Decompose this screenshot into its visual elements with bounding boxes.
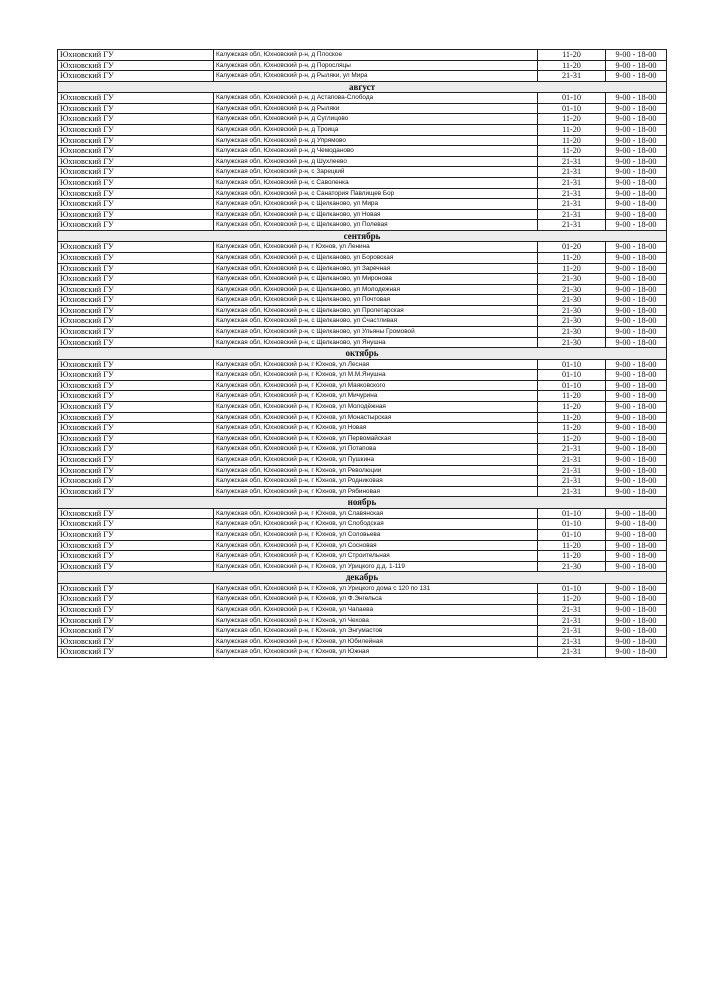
- hours-cell: 9-00 - 18-00: [606, 263, 667, 274]
- table-row: [58, 508, 667, 519]
- org-cell: Юхновский ГУ: [58, 647, 214, 658]
- table-row: [58, 647, 667, 658]
- table-row: [58, 177, 667, 188]
- hours-cell: 9-00 - 18-00: [606, 583, 667, 594]
- address-cell: Калужская обл, Юхновский р-н, г Юхнов, ул М.М.Янушна: [214, 370, 538, 381]
- period-cell: 21-31: [538, 220, 606, 231]
- month-header: август: [58, 81, 667, 92]
- hours-cell: 9-00 - 18-00: [606, 114, 667, 125]
- table-row: [58, 274, 667, 285]
- address-cell: Калужская обл, Юхновский р-н, с Щелканово, ул Почтовая: [214, 295, 538, 306]
- org-cell: Юхновский ГУ: [58, 626, 214, 637]
- period-cell: 11-20: [538, 551, 606, 562]
- hours-cell: 9-00 - 18-00: [606, 220, 667, 231]
- hours-cell: 9-00 - 18-00: [606, 423, 667, 434]
- address-cell: Калужская обл, Юхновский р-н, д Рыляки: [214, 103, 538, 114]
- org-cell: Юхновский ГУ: [58, 242, 214, 253]
- address-cell: Калужская обл, Юхновский р-н, с Щелканово, ул Пролетарская: [214, 305, 538, 316]
- org-cell: Юхновский ГУ: [58, 412, 214, 423]
- org-cell: Юхновский ГУ: [58, 508, 214, 519]
- org-cell: Юхновский ГУ: [58, 391, 214, 402]
- hours-cell: 9-00 - 18-00: [606, 647, 667, 658]
- hours-cell: 9-00 - 18-00: [606, 529, 667, 540]
- hours-cell: 9-00 - 18-00: [606, 252, 667, 263]
- table-row: [58, 167, 667, 178]
- org-cell: Юхновский ГУ: [58, 209, 214, 220]
- org-cell: Юхновский ГУ: [58, 60, 214, 71]
- period-cell: 21-31: [538, 636, 606, 647]
- period-cell: 01-20: [538, 242, 606, 253]
- address-cell: Калужская обл, Юхновский р-н, г Юхнов, ул Южная: [214, 647, 538, 658]
- org-cell: Юхновский ГУ: [58, 337, 214, 348]
- org-cell: Юхновский ГУ: [58, 615, 214, 626]
- hours-cell: 9-00 - 18-00: [606, 359, 667, 370]
- period-cell: 01-10: [538, 519, 606, 530]
- address-cell: Калужская обл, Юхновский р-н, д Чемоданово: [214, 146, 538, 157]
- org-cell: Юхновский ГУ: [58, 327, 214, 338]
- org-cell: Юхновский ГУ: [58, 359, 214, 370]
- period-cell: 11-20: [538, 60, 606, 71]
- table-row: [58, 529, 667, 540]
- hours-cell: 9-00 - 18-00: [606, 124, 667, 135]
- address-cell: Калужская обл, Юхновский р-н, д Шухлеево: [214, 156, 538, 167]
- table-row: [58, 636, 667, 647]
- org-cell: Юхновский ГУ: [58, 423, 214, 434]
- period-cell: 01-10: [538, 583, 606, 594]
- table-row: [58, 594, 667, 605]
- period-cell: 11-20: [538, 252, 606, 263]
- address-cell: Калужская обл, Юхновский р-н, д Поросляцы: [214, 60, 538, 71]
- hours-cell: 9-00 - 18-00: [606, 93, 667, 104]
- hours-cell: 9-00 - 18-00: [606, 167, 667, 178]
- period-cell: 21-30: [538, 337, 606, 348]
- table-row: [58, 444, 667, 455]
- address-cell: Калужская обл, Юхновский р-н, г Юхнов, ул Родниковая: [214, 476, 538, 487]
- address-cell: Калужская обл, Юхновский р-н, с Щелканово, ул Боровская: [214, 252, 538, 263]
- address-cell: Калужская обл, Юхновский р-н, г Юхнов, ул Маяковского: [214, 380, 538, 391]
- hours-cell: 9-00 - 18-00: [606, 508, 667, 519]
- period-cell: 01-10: [538, 508, 606, 519]
- org-cell: Юхновский ГУ: [58, 50, 214, 61]
- period-cell: 21-31: [538, 604, 606, 615]
- period-cell: 11-20: [538, 146, 606, 157]
- hours-cell: 9-00 - 18-00: [606, 209, 667, 220]
- org-cell: Юхновский ГУ: [58, 156, 214, 167]
- org-cell: Юхновский ГУ: [58, 124, 214, 135]
- org-cell: Юхновский ГУ: [58, 486, 214, 497]
- org-cell: Юхновский ГУ: [58, 146, 214, 157]
- address-cell: Калужская обл, Юхновский р-н, д Упрямово: [214, 135, 538, 146]
- hours-cell: 9-00 - 18-00: [606, 636, 667, 647]
- hours-cell: 9-00 - 18-00: [606, 274, 667, 285]
- address-cell: Калужская обл, Юхновский р-н, д Плоское: [214, 50, 538, 61]
- org-cell: Юхновский ГУ: [58, 295, 214, 306]
- period-cell: 21-30: [538, 561, 606, 572]
- table-row: [58, 114, 667, 125]
- table-row: [58, 50, 667, 61]
- org-cell: Юхновский ГУ: [58, 220, 214, 231]
- table-row: [58, 476, 667, 487]
- address-cell: Калужская обл, Юхновский р-н, г Юхнов, ул Пушкина: [214, 455, 538, 466]
- address-cell: Калужская обл, Юхновский р-н, г Юхнов, ул Монастырская: [214, 412, 538, 423]
- table-row: [58, 423, 667, 434]
- table-row: [58, 295, 667, 306]
- table-row: [58, 252, 667, 263]
- month-header: ноябрь: [58, 497, 667, 508]
- month-header: сентябрь: [58, 230, 667, 241]
- address-cell: Калужская обл, Юхновский р-н, с Щелканово, ул Полевая: [214, 220, 538, 231]
- hours-cell: 9-00 - 18-00: [606, 135, 667, 146]
- table-row: [58, 316, 667, 327]
- period-cell: 21-31: [538, 465, 606, 476]
- hours-cell: 9-00 - 18-00: [606, 295, 667, 306]
- period-cell: 21-31: [538, 156, 606, 167]
- hours-cell: 9-00 - 18-00: [606, 284, 667, 295]
- address-cell: Калужская обл, Юхновский р-н, г Юхнов, ул Революции: [214, 465, 538, 476]
- period-cell: 21-31: [538, 455, 606, 466]
- month-header-row: [58, 572, 667, 583]
- address-cell: Калужская обл, Юхновский р-н, с Щелканово, ул Мира: [214, 199, 538, 210]
- period-cell: 21-31: [538, 188, 606, 199]
- period-cell: 21-31: [538, 71, 606, 82]
- address-cell: Калужская обл, Юхновский р-н, с Саволенка: [214, 177, 538, 188]
- period-cell: 01-10: [538, 93, 606, 104]
- address-cell: Калужская обл, Юхновский р-н, с Щелканово, ул Заречная: [214, 263, 538, 274]
- org-cell: Юхновский ГУ: [58, 519, 214, 530]
- org-cell: Юхновский ГУ: [58, 93, 214, 104]
- org-cell: Юхновский ГУ: [58, 188, 214, 199]
- org-cell: Юхновский ГУ: [58, 167, 214, 178]
- address-cell: Калужская обл, Юхновский р-н, д Астапова-Слобода: [214, 93, 538, 104]
- hours-cell: 9-00 - 18-00: [606, 337, 667, 348]
- table-row: [58, 220, 667, 231]
- hours-cell: 9-00 - 18-00: [606, 455, 667, 466]
- org-cell: Юхновский ГУ: [58, 476, 214, 487]
- address-cell: Калужская обл, Юхновский р-н, с Щелканово, ул Новая: [214, 209, 538, 220]
- hours-cell: 9-00 - 18-00: [606, 103, 667, 114]
- table-row: [58, 124, 667, 135]
- period-cell: 11-20: [538, 391, 606, 402]
- table-row: [58, 391, 667, 402]
- hours-cell: 9-00 - 18-00: [606, 540, 667, 551]
- org-cell: Юхновский ГУ: [58, 444, 214, 455]
- table-row: [58, 626, 667, 637]
- address-cell: Калужская обл, Юхновский р-н, г Юхнов, ул Сосновая: [214, 540, 538, 551]
- period-cell: 01-10: [538, 359, 606, 370]
- org-cell: Юхновский ГУ: [58, 551, 214, 562]
- org-cell: Юхновский ГУ: [58, 177, 214, 188]
- hours-cell: 9-00 - 18-00: [606, 626, 667, 637]
- hours-cell: 9-00 - 18-00: [606, 402, 667, 413]
- hours-cell: 9-00 - 18-00: [606, 391, 667, 402]
- hours-cell: 9-00 - 18-00: [606, 561, 667, 572]
- period-cell: 21-31: [538, 177, 606, 188]
- org-cell: Юхновский ГУ: [58, 594, 214, 605]
- hours-cell: 9-00 - 18-00: [606, 156, 667, 167]
- table-row: [58, 327, 667, 338]
- org-cell: Юхновский ГУ: [58, 380, 214, 391]
- table-row: [58, 284, 667, 295]
- month-header-row: [58, 348, 667, 359]
- address-cell: Калужская обл, Юхновский р-н, с Зарецкий: [214, 167, 538, 178]
- org-cell: Юхновский ГУ: [58, 135, 214, 146]
- schedule-sheet: [57, 49, 666, 658]
- hours-cell: 9-00 - 18-00: [606, 316, 667, 327]
- org-cell: Юхновский ГУ: [58, 402, 214, 413]
- address-cell: Калужская обл, Юхновский р-н, г Юхнов, ул Потапова: [214, 444, 538, 455]
- address-cell: Калужская обл, Юхновский р-н, г Юхнов, ул Ленина: [214, 242, 538, 253]
- period-cell: 11-20: [538, 423, 606, 434]
- org-cell: Юхновский ГУ: [58, 433, 214, 444]
- table-row: [58, 337, 667, 348]
- hours-cell: 9-00 - 18-00: [606, 146, 667, 157]
- address-cell: Калужская обл, Юхновский р-н, г Юхнов, ул Рябиновая: [214, 486, 538, 497]
- table-row: [58, 465, 667, 476]
- period-cell: 21-31: [538, 486, 606, 497]
- period-cell: 01-10: [538, 380, 606, 391]
- period-cell: 11-20: [538, 124, 606, 135]
- address-cell: Калужская обл, Юхновский р-н, с Щелканово, ул Счастливая: [214, 316, 538, 327]
- org-cell: Юхновский ГУ: [58, 604, 214, 615]
- hours-cell: 9-00 - 18-00: [606, 177, 667, 188]
- org-cell: Юхновский ГУ: [58, 540, 214, 551]
- schedule-table: [57, 49, 667, 658]
- table-row: [58, 359, 667, 370]
- table-row: [58, 60, 667, 71]
- table-row: [58, 188, 667, 199]
- org-cell: Юхновский ГУ: [58, 71, 214, 82]
- table-row: [58, 486, 667, 497]
- table-row: [58, 604, 667, 615]
- table-row: [58, 199, 667, 210]
- hours-cell: 9-00 - 18-00: [606, 305, 667, 316]
- month-header-row: [58, 81, 667, 92]
- table-row: [58, 615, 667, 626]
- period-cell: 11-20: [538, 263, 606, 274]
- period-cell: 21-30: [538, 284, 606, 295]
- period-cell: 21-31: [538, 615, 606, 626]
- org-cell: Юхновский ГУ: [58, 305, 214, 316]
- address-cell: Калужская обл, Юхновский р-н, г Юхнов, ул Чехова: [214, 615, 538, 626]
- month-header: октябрь: [58, 348, 667, 359]
- address-cell: Калужская обл, Юхновский р-н, с Щелканово, ул Янушна: [214, 337, 538, 348]
- period-cell: 01-10: [538, 529, 606, 540]
- period-cell: 01-10: [538, 103, 606, 114]
- table-row: [58, 263, 667, 274]
- address-cell: Калужская обл, Юхновский р-н, г Юхнов, ул Молодёжная: [214, 402, 538, 413]
- table-row: [58, 551, 667, 562]
- table-row: [58, 242, 667, 253]
- month-header: декабрь: [58, 572, 667, 583]
- address-cell: Калужская обл, Юхновский р-н, г Юхнов, ул Строительная: [214, 551, 538, 562]
- table-row: [58, 583, 667, 594]
- address-cell: Калужская обл, Юхновский р-н, г Юхнов, ул Лесная: [214, 359, 538, 370]
- org-cell: Юхновский ГУ: [58, 274, 214, 285]
- org-cell: Юхновский ГУ: [58, 636, 214, 647]
- hours-cell: 9-00 - 18-00: [606, 188, 667, 199]
- address-cell: Калужская обл, Юхновский р-н, г Юхнов, ул Слободская: [214, 519, 538, 530]
- period-cell: 21-31: [538, 476, 606, 487]
- hours-cell: 9-00 - 18-00: [606, 594, 667, 605]
- address-cell: Калужская обл, Юхновский р-н, с Щелканово, ул Молодежная: [214, 284, 538, 295]
- address-cell: Калужская обл, Юхновский р-н, г Юхнов, ул Соловьева: [214, 529, 538, 540]
- address-cell: Калужская обл, Юхновский р-н, г Юхнов, ул Первомайская: [214, 433, 538, 444]
- table-row: [58, 305, 667, 316]
- period-cell: 21-31: [538, 199, 606, 210]
- period-cell: 21-31: [538, 626, 606, 637]
- period-cell: 11-20: [538, 412, 606, 423]
- table-row: [58, 71, 667, 82]
- org-cell: Юхновский ГУ: [58, 561, 214, 572]
- address-cell: Калужская обл, Юхновский р-н, д Суглицово: [214, 114, 538, 125]
- org-cell: Юхновский ГУ: [58, 583, 214, 594]
- address-cell: Калужская обл, Юхновский р-н, г Юхнов, ул Ф.Энгельса: [214, 594, 538, 605]
- hours-cell: 9-00 - 18-00: [606, 370, 667, 381]
- hours-cell: 9-00 - 18-00: [606, 242, 667, 253]
- schedule-table-body: [58, 50, 667, 658]
- org-cell: Юхновский ГУ: [58, 529, 214, 540]
- period-cell: 21-30: [538, 305, 606, 316]
- hours-cell: 9-00 - 18-00: [606, 615, 667, 626]
- table-row: [58, 455, 667, 466]
- period-cell: 11-20: [538, 402, 606, 413]
- hours-cell: 9-00 - 18-00: [606, 60, 667, 71]
- hours-cell: 9-00 - 18-00: [606, 551, 667, 562]
- period-cell: 11-20: [538, 114, 606, 125]
- period-cell: 11-20: [538, 540, 606, 551]
- org-cell: Юхновский ГУ: [58, 263, 214, 274]
- table-row: [58, 209, 667, 220]
- org-cell: Юхновский ГУ: [58, 199, 214, 210]
- address-cell: Калужская обл, Юхновский р-н, с Санатория Павлищев Бор: [214, 188, 538, 199]
- address-cell: Калужская обл, Юхновский р-н, с Щелканово, ул Миронова: [214, 274, 538, 285]
- hours-cell: 9-00 - 18-00: [606, 199, 667, 210]
- period-cell: 11-20: [538, 433, 606, 444]
- table-row: [58, 540, 667, 551]
- period-cell: 21-30: [538, 274, 606, 285]
- org-cell: Юхновский ГУ: [58, 316, 214, 327]
- period-cell: 11-20: [538, 594, 606, 605]
- table-row: [58, 93, 667, 104]
- hours-cell: 9-00 - 18-00: [606, 71, 667, 82]
- org-cell: Юхновский ГУ: [58, 370, 214, 381]
- address-cell: Калужская обл, Юхновский р-н, г Юхнов, ул Юбилейная: [214, 636, 538, 647]
- address-cell: Калужская обл, Юхновский р-н, г Юхнов, ул Урицкого д.д. 1-119: [214, 561, 538, 572]
- period-cell: 21-31: [538, 167, 606, 178]
- org-cell: Юхновский ГУ: [58, 284, 214, 295]
- hours-cell: 9-00 - 18-00: [606, 380, 667, 391]
- org-cell: Юхновский ГУ: [58, 114, 214, 125]
- table-row: [58, 370, 667, 381]
- period-cell: 21-30: [538, 295, 606, 306]
- hours-cell: 9-00 - 18-00: [606, 433, 667, 444]
- address-cell: Калужская обл, Юхновский р-н, г Юхнов, ул Энгумастов: [214, 626, 538, 637]
- address-cell: Калужская обл, Юхновский р-н, д Троица: [214, 124, 538, 135]
- table-row: [58, 103, 667, 114]
- period-cell: 21-31: [538, 647, 606, 658]
- hours-cell: 9-00 - 18-00: [606, 519, 667, 530]
- table-row: [58, 519, 667, 530]
- org-cell: Юхновский ГУ: [58, 455, 214, 466]
- table-row: [58, 156, 667, 167]
- period-cell: 21-31: [538, 209, 606, 220]
- org-cell: Юхновский ГУ: [58, 465, 214, 476]
- table-row: [58, 561, 667, 572]
- period-cell: 21-30: [538, 327, 606, 338]
- month-header-row: [58, 230, 667, 241]
- table-row: [58, 135, 667, 146]
- table-row: [58, 412, 667, 423]
- hours-cell: 9-00 - 18-00: [606, 486, 667, 497]
- hours-cell: 9-00 - 18-00: [606, 412, 667, 423]
- period-cell: 21-30: [538, 316, 606, 327]
- hours-cell: 9-00 - 18-00: [606, 604, 667, 615]
- hours-cell: 9-00 - 18-00: [606, 327, 667, 338]
- address-cell: Калужская обл, Юхновский р-н, г Юхнов, ул Новая: [214, 423, 538, 434]
- period-cell: 11-20: [538, 50, 606, 61]
- address-cell: Калужская обл, Юхновский р-н, с Щелканово, ул Ульяны Громовой: [214, 327, 538, 338]
- table-row: [58, 146, 667, 157]
- hours-cell: 9-00 - 18-00: [606, 50, 667, 61]
- table-row: [58, 433, 667, 444]
- table-row: [58, 402, 667, 413]
- org-cell: Юхновский ГУ: [58, 103, 214, 114]
- address-cell: Калужская обл, Юхновский р-н, г Юхнов, ул Урицкого дома с 120 по 131: [214, 583, 538, 594]
- period-cell: 11-20: [538, 135, 606, 146]
- hours-cell: 9-00 - 18-00: [606, 465, 667, 476]
- address-cell: Калужская обл, Юхновский р-н, д Рыляки, ул Мира: [214, 71, 538, 82]
- address-cell: Калужская обл, Юхновский р-н, г Юхнов, ул Славянская: [214, 508, 538, 519]
- period-cell: 21-31: [538, 444, 606, 455]
- hours-cell: 9-00 - 18-00: [606, 444, 667, 455]
- hours-cell: 9-00 - 18-00: [606, 476, 667, 487]
- address-cell: Калужская обл, Юхновский р-н, г Юхнов, ул Мичурина: [214, 391, 538, 402]
- period-cell: 01-10: [538, 370, 606, 381]
- org-cell: Юхновский ГУ: [58, 252, 214, 263]
- address-cell: Калужская обл, Юхновский р-н, г Юхнов, ул Чапаева: [214, 604, 538, 615]
- month-header-row: [58, 497, 667, 508]
- table-row: [58, 380, 667, 391]
